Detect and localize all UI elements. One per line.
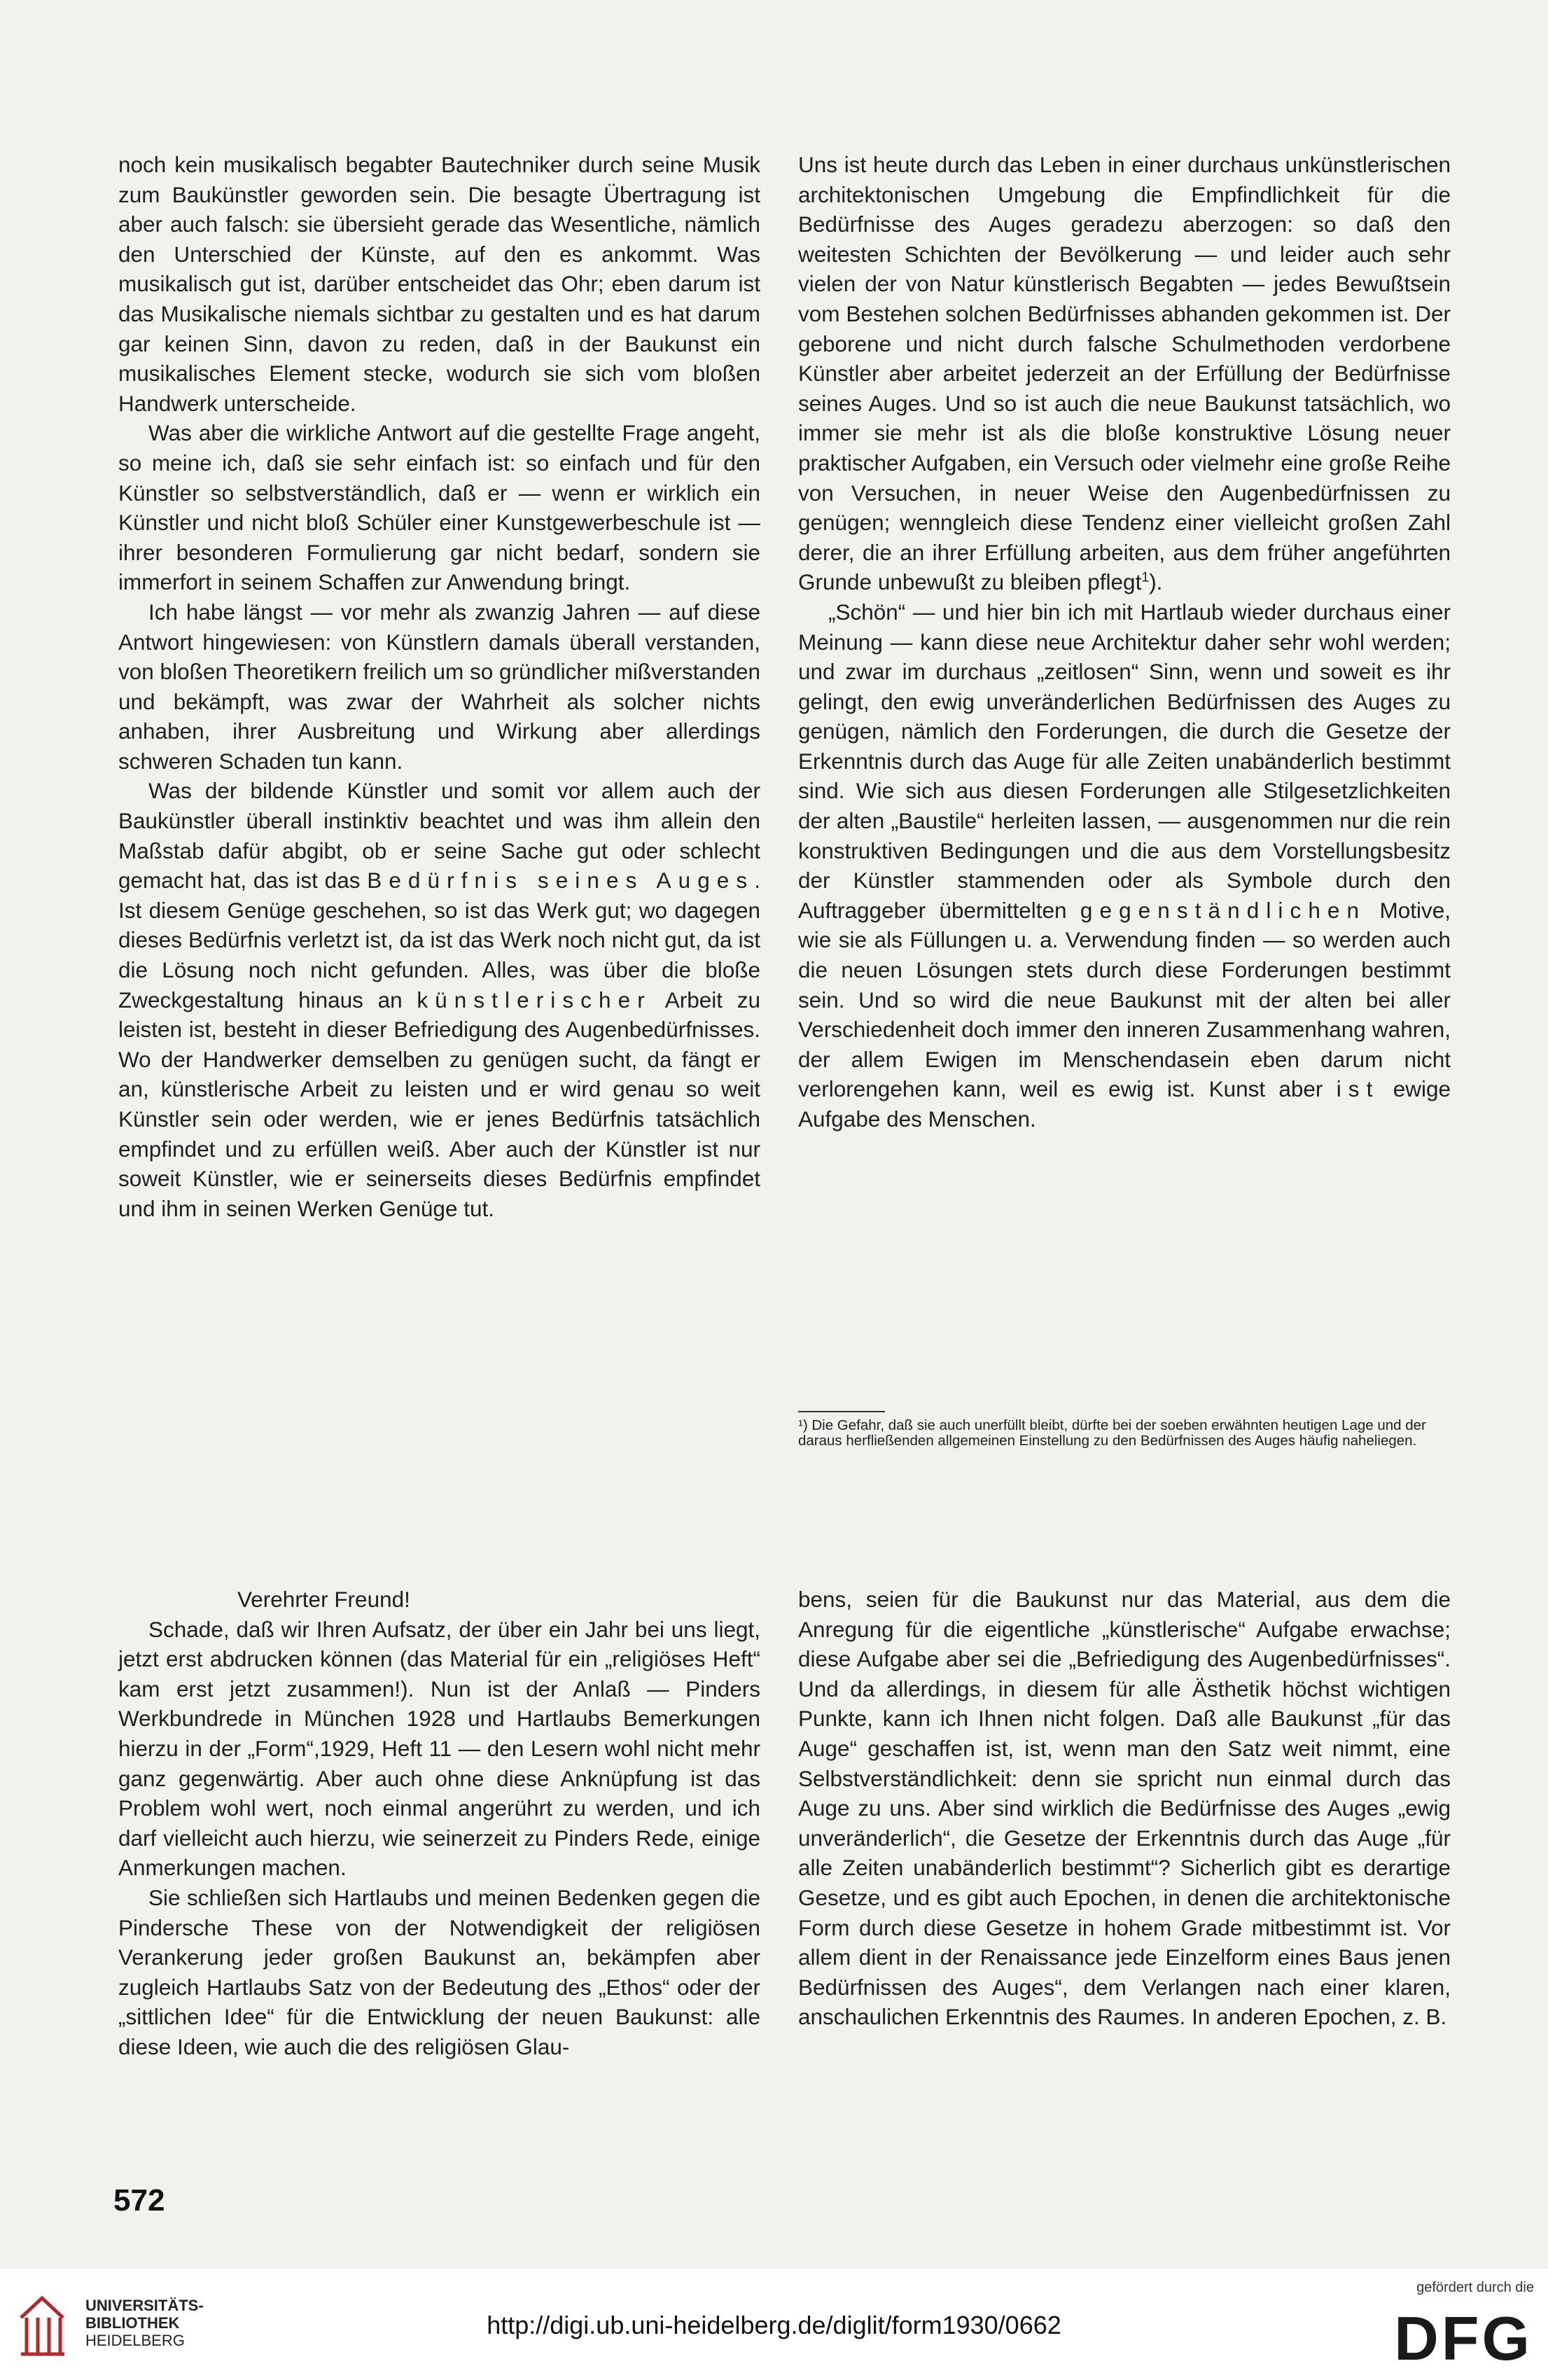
text-run: ).	[1149, 569, 1163, 595]
spaced-emphasis: gegenständlichen	[1080, 897, 1367, 923]
digitization-footer	[0, 2269, 1548, 2380]
footnote-rule	[798, 1411, 885, 1412]
lower-right-column	[798, 1585, 1451, 2032]
source-url-link[interactable]: http://digi.ub.uni-heidelberg.de/diglit/form1930/0662	[487, 2311, 1061, 2339]
spaced-emphasis: ist	[1336, 1076, 1380, 1102]
text-run: Uns ist heute durch das Leben in einer durchaus unkünstlerischen architektonischen Umgebung die Empfindlichkeit für die Bedürfnisse des Auges geradezu aberzogen: so daß den weitesten Schichten der Bevölkerung — und leider auch sehr vielen der von Natur künstlerisch Begabten — jedes Bewußtsein vom Bestehen solchen Bedürfnisses abhanden gekommen ist. Der geborene und nicht durch falsche Schulmethoden verdorbene Künstler aber arbeitet jederzeit an der Erfüllung der Bedürfnisse seines Auges. Und so ist auch die neue Baukunst tatsächlich, wo immer sie mehr ist als die bloße konstruktive Lösung neuer praktischer Aufgaben, ein Versuch oder vielmehr eine große Reihe von Versuchen, in neuer Weise den Augenbedürfnissen zu genügen; wenngleich diese Tendenz einer vielleicht großen Zahl derer, die an ihrer Erfüllung arbeiten, aus dem früher angeführten Grunde unbewußt zu bleiben pflegt	[798, 152, 1451, 595]
text-run: „Schön“ — und hier bin ich mit Hartlaub wieder durchaus einer Meinung — kann diese neue Architektur daher sehr wohl werden; und zwar im durchaus „zeitlosen“ Sinn, wenn und soweit es ihr gelingt, den ewig unveränderlichen Bedürfnissen des Auges zu genügen, nämlich den Forderungen, die durch die Gesetze der Erkenntnis durch das Auge für alle Zeiten unabänderlich bestimmt sind. Wie sich aus diesen Forderungen alle Stilgesetzlichkeiten der alten „Baustile“ herleiten lassen, — ausgenommen nur die rein konstruktiven Bedingungen und die aus dem Vorstellungsbesitz der Künstler stammenden oder als Symbole durch den Auftraggeber übermittelten	[798, 599, 1451, 923]
paragraph: Ich habe längst — vor mehr als zwanzig Jahren — auf diese Antwort hingewiesen: von Künstlern damals überall verstanden, von bloßen Theoretikern freilich um so gründlicher mißverstanden und bekämpft, was zwar der Wahrheit als solcher nichts anhaben, ihrer Ausbreitung und Wirkung aber allerdings schweren Schaden tun kann.	[118, 599, 760, 774]
paragraph: bens, seien für die Baukunst nur das Material, aus dem die Anregung für die eigentliche „künstlerische“ Aufgabe erwachse; diese Aufgabe aber sei die „Befriedigung des Augenbedürfnisses“. Und da allerdings, in diesem für alle Ästhetik höchst wichtigen Punkte, kann ich Ihnen nicht folgen. Daß alle Baukunst „für das Auge“ geschaffen ist, ist, wenn man den Satz weit nimmt, eine Selbstverständlichkeit: denn sie spricht nun einmal durch das Auge zu uns. Aber sind wirklich die Bedürfnisse des Auges „ewig unveränderlich“, die Gesetze der Erkenntnis durch das Auge „für alle Zeiten unabänderlich bestimmt“? Sicherlich gibt es derartige Gesetze, und es gibt auch Epochen, in denen die architektonische Form durch diese Gesetze in hohem Grade mitbestimmt ist. Vor allem dient in der Renaissance jede Einzelform eines Baus jenen Bedürfnissen des Auges“, dem Verlangen nach einer klaren, anschaulichen Erkenntnis des Raumes. In anderen Epochen, z. B.	[798, 1587, 1451, 2030]
funded-by-label: gefördert durch die	[1416, 2280, 1534, 2295]
paragraph	[798, 597, 1451, 1134]
spaced-emphasis: Bedürfnis seines Auges	[367, 868, 755, 893]
page-number: 572	[113, 2183, 165, 2218]
paragraph: Was aber die wirkliche Antwort auf die gestellte Frage angeht, so meine ich, daß sie sehr einfach ist: so einfach und für den Künstler so selbstverständlich, daß er — wenn er wirklich ein Künstler und nicht bloß Schüler einer Kunstgewerbeschule ist — ihrer besonderen Formulierung gar nicht bedarf, sondern sie immerfort in seinem Schaffen zur Anwendung bringt.	[118, 420, 760, 595]
salutation: Verehrter Freund!	[237, 1587, 410, 1612]
paragraph	[798, 150, 1451, 597]
paragraph: Schade, daß wir Ihren Aufsatz, der über ein Jahr bei uns liegt, jetzt erst abdrucken können (das Material für ein „religiöses Heft“ kam erst jetzt zusammen!). Nun ist der Anlaß — Pinders Werkbundrede in München 1928 und Hartlaubs Bemerkungen hierzu in der „Form“,1929, Heft 11 — den Lesern wohl nicht mehr ganz gegenwärtig. Aber auch ohne diese Anknüpfung ist das Problem wohl wert, noch einmal angerührt zu werden, und ich darf vielleicht auch hierzu, wie seinerzeit zu Pinders Rede, einige Anmerkungen machen.	[118, 1616, 760, 1881]
text-run: . Ist diesem Genüge geschehen, so ist das Werk gut; wo dagegen dieses Bedürfnis verletzt ist, da ist das Werk noch nicht gut, da ist die Lösung noch nicht gefunden. Alles, was über die bloße Zweckgestaltung hinaus an	[118, 868, 760, 1012]
dfg-logo: DFG	[1394, 2304, 1533, 2373]
text-run: Arbeit zu leisten ist, besteht in dieser Befriedigung des Augenbedürfnisses. Wo der Handwerker demselben zu genügen sucht, da fängt er an, künstlerische Arbeit zu leisten und er wird genau so weit Künstler sein oder werden, wie er jenes Bedürfnis tatsächlich empfindet und zu erfüllen weiß. Aber auch der Künstler ist nur soweit Künstler, wie er seinerseits dieses Bedürfnis empfindet und ihm in seinen Werken Genüge tut.	[118, 987, 760, 1221]
footnote-marker: 1	[1141, 569, 1150, 585]
text-run: ewige Aufgabe des Menschen.	[798, 1076, 1451, 1132]
spaced-emphasis: künstlerischer	[417, 987, 652, 1012]
library-name-line: HEIDELBERG	[85, 2332, 185, 2349]
text-run: Was der bildende Künstler und somit vor allem auch der Baukünstler überall instinktiv beachtet und was ihm allein den Maßstab dafür abgibt, ob er seine Sache gut oder schlecht gemacht hat, das ist das	[118, 778, 760, 893]
library-name-line: BIBLIOTHEK	[85, 2314, 180, 2332]
paragraph: noch kein musikalisch begabter Bautechniker durch seine Musik zum Baukünstler geworden sein. Die besagte Übertragung ist aber auch falsch: sie übersieht gerade das Wesentliche, nämlich den Unterschied der Künste, auf den es ankommt. Was musikalisch gut ist, darüber entscheidet das Ohr; eben darum ist das Musikalische niemals sichtbar zu gestalten und es hat darum gar keinen Sinn, davon zu reden, daß in der Baukunst ein musikalisches Element stecke, wodurch sie sich vom bloßen Handwerk unterscheide.	[118, 152, 760, 416]
upper-left-column	[118, 150, 760, 1223]
upper-right-column	[798, 150, 1451, 1134]
footnote: ¹) Die Gefahr, daß sie auch unerfüllt bleibt, dürfte bei der soeben erwähnten heutigen Lage und der daraus herfließenden allgemeinen Einstellung zu den Bedürfnissen des Auges häufig naheliegen.	[798, 1417, 1426, 1449]
lower-left-column	[118, 1585, 760, 2062]
paragraph: Sie schließen sich Hartlaubs und meinen Bedenken gegen die Pindersche These von der Notwendigkeit der religiösen Verankerung jeder großen Baukunst an, bekämpfen aber zugleich Hartlaubs Satz von der Bedeutung des „Ethos“ oder der „sittlichen Idee“ für die Entwicklung der neuen Baukunst: alle diese Ideen, wie auch die des religiösen Glau-	[118, 1884, 760, 2059]
library-name-line: UNIVERSITÄTS-	[85, 2297, 204, 2314]
paragraph	[118, 776, 760, 1223]
text-run: Motive, wie sie als Füllungen u. a. Verwendung finden — so werden auch die neuen Lösungen stets durch diese Forderungen bestimmt sein. Und so wird die neue Baukunst mit der alten bei aller Verschiedenheit doch immer den inneren Zusammenhang wahren, der allem Ewigen im Menschendasein eben darum nicht verlorengehen kann, weil es ewig ist. Kunst aber	[798, 897, 1451, 1102]
